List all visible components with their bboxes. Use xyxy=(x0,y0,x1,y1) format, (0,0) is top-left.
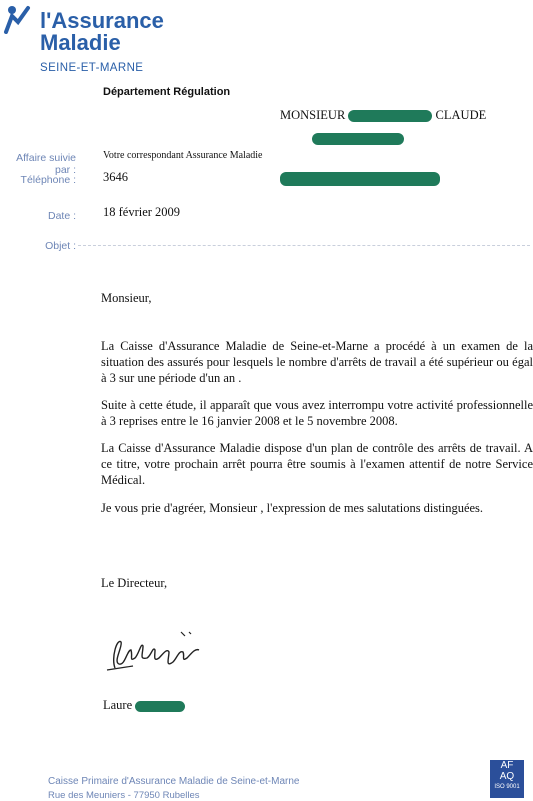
affaire-value: Votre correspondant Assurance Maladie xyxy=(103,150,263,161)
logo-line1: l'Assurance xyxy=(40,8,164,33)
letter-greeting: Monsieur, xyxy=(101,291,152,305)
afaq-badge-bottom: ISO 9001 xyxy=(494,784,520,790)
objet-divider xyxy=(78,245,530,246)
letter-closing: Le Directeur, xyxy=(101,576,168,590)
handwritten-signature xyxy=(103,628,213,678)
letter-paragraph-2: Suite à cette étude, il apparaît que vous avez interrompu votre activité professionnelle à 3 reprises entre le 16 janvier 2008 et le 5 novembre 2008. xyxy=(101,398,533,428)
signer-first-name: Laure xyxy=(103,698,133,712)
phone-value: 3646 xyxy=(103,170,128,184)
date-label: Date : xyxy=(47,210,76,222)
footer-org: Caisse Primaire d'Assurance Maladie de Seine-et-Marne xyxy=(48,776,300,787)
logo-figure-icon xyxy=(2,4,32,34)
letter-paragraph-3: La Caisse d'Assurance Maladie dispose d'un plan de contrôle des arrêts de travail. A ce titre, votre prochain arrêt pourra être soumis à l'examen attentif de notre Service Médical. xyxy=(101,441,533,487)
afaq-badge-mid: AQ xyxy=(499,771,515,782)
afaq-badge xyxy=(490,760,524,798)
recipient-first-name: CLAUDE xyxy=(435,108,487,122)
phone-label: Téléphone : xyxy=(20,174,76,186)
letter-paragraph-4: Je vous prie d'agréer, Monsieur , l'expression de mes salutations distinguées. xyxy=(101,501,484,515)
recipient-salutation: MONSIEUR xyxy=(280,108,346,122)
redacted-address-street xyxy=(312,130,404,148)
signer-name xyxy=(103,698,185,713)
logo-line2: Maladie xyxy=(40,30,121,55)
affaire-label: Affaire suivie par : xyxy=(16,152,76,176)
recipient-name xyxy=(280,108,486,123)
footer-address: Rue des Meuniers - 77950 Rubelles xyxy=(48,790,200,801)
logo-text xyxy=(40,10,164,54)
region-label: SEINE-ET-MARNE xyxy=(40,62,144,74)
redacted-surname xyxy=(348,110,432,122)
department-label: Département Régulation xyxy=(103,86,231,98)
afaq-badge-top: AF xyxy=(500,760,514,771)
date-value: 18 février 2009 xyxy=(103,205,181,219)
letter-paragraph-1: La Caisse d'Assurance Maladie de Seine-et-Marne a procédé à un examen de la situation des assurés pour lesquels le nombre d'arrêts de travail a été supérieur ou égal à 3 sur une période d'un an . xyxy=(101,339,533,385)
objet-label: Objet : xyxy=(45,240,76,252)
redacted-signer-surname xyxy=(135,701,185,712)
redacted-address-city xyxy=(280,170,440,188)
